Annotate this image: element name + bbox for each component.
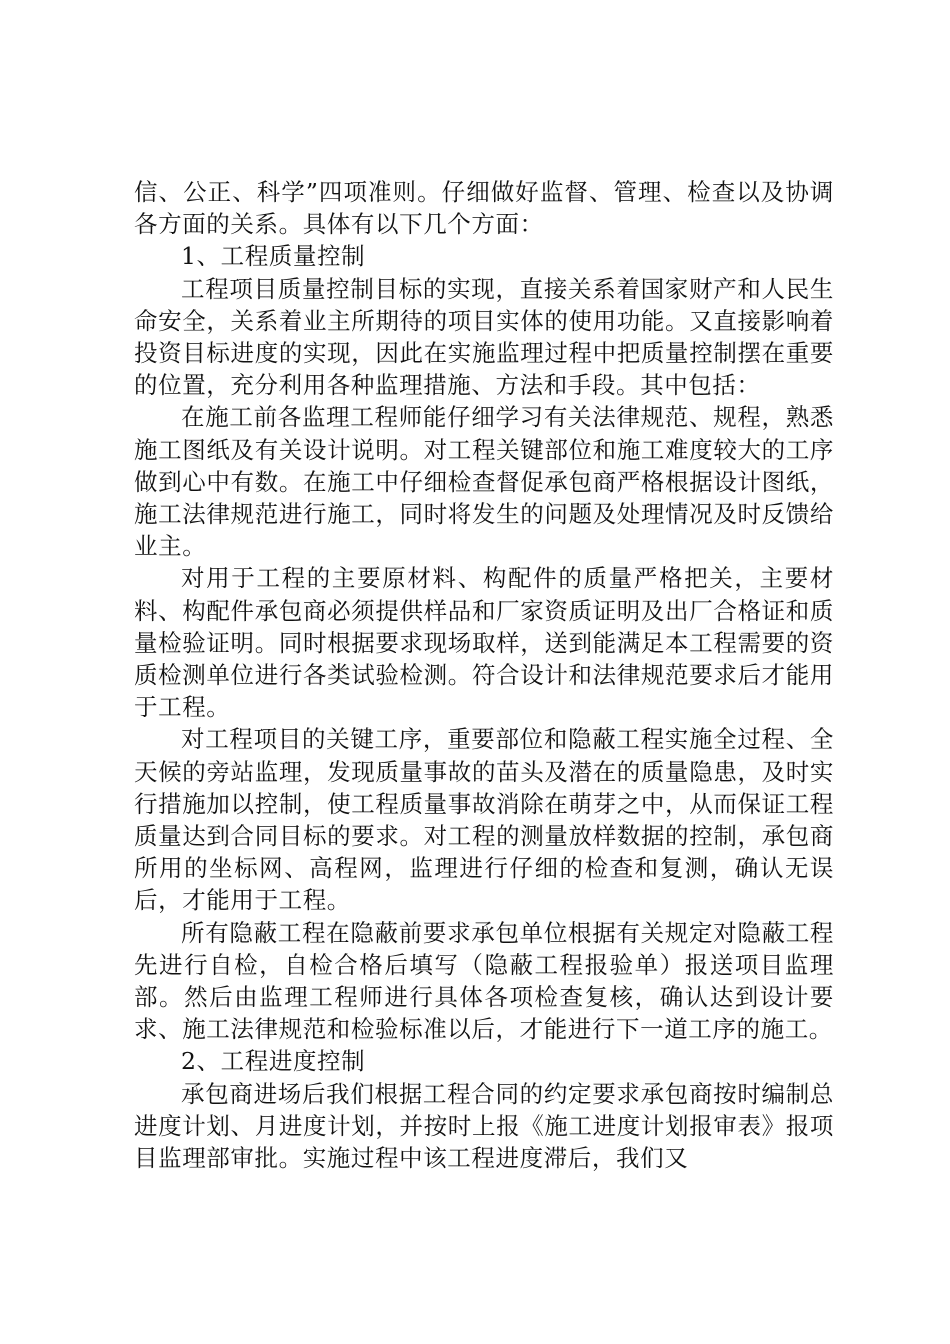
paragraph-1: 信、公正、科学”四项准则。仔细做好监督、管理、检查以及协调各方面的关系。具体有以下几个方面： [134,178,834,239]
paragraph-9: 承包商进场后我们根据工程合同的约定要求承包商按时编制总进度计划、月进度计划，并按时上报《施工进度计划报审表》报项目监理部审批。实施过程中该工程进度滞后，我们又 [134,1079,834,1173]
section-heading-quality-control: 1、工程质量控制 [181,242,366,271]
paragraph-7: 所有隐蔽工程在隐蔽前要求承包单位根据有关规定对隐蔽工程先进行自检，自检合格后填写（隐蔽工程报验单）报送项目监理部。然后由监理工程师进行具体各项检查复核，确认达到设计要求、施工法律规范和检验标准以后，才能进行下一道工序的施工。 [134,918,834,1044]
paragraph-3: 工程项目质量控制目标的实现，直接关系着国家财产和人民生命安全，关系着业主所期待的项目实体的使用功能。又直接影响着投资目标进度的实现，因此在实施监理过程中把质量控制摆在重要的位置，充分利用各种监理措施、方法和手段。其中包括： [134,274,834,400]
section-heading-progress-control: 2、工程进度控制 [181,1047,366,1076]
document-page [134,176,834,1174]
paragraph-6: 对工程项目的关键工序，重要部位和隐蔽工程实施全过程、全天候的旁站监理，发现质量事故的苗头及潜在的质量隐患，及时实行措施加以控制，使工程质量事故消除在萌芽之中，从而保证工程质量达到合同目标的要求。对工程的测量放样数据的控制，承包商所用的坐标网、高程网，监理进行仔细的检查和复测，确认无误后，才能用于工程。 [134,725,834,915]
paragraph-5: 对用于工程的主要原材料、构配件的质量严格把关，主要材料、构配件承包商必须提供样品和厂家资质证明及出厂合格证和质量检验证明。同时根据要求现场取样，送到能满足本工程需要的资质检测单位进行各类试验检测。符合设计和法律规范要求后才能用于工程。 [134,564,834,722]
paragraph-4: 在施工前各监理工程师能仔细学习有关法律规范、规程，熟悉施工图纸及有关设计说明。对工程关键部位和施工难度较大的工序做到心中有数。在施工中仔细检查督促承包商严格根据设计图纸，施工法律规范进行施工，同时将发生的问题及处理情况及时反馈给业主。 [134,403,834,561]
